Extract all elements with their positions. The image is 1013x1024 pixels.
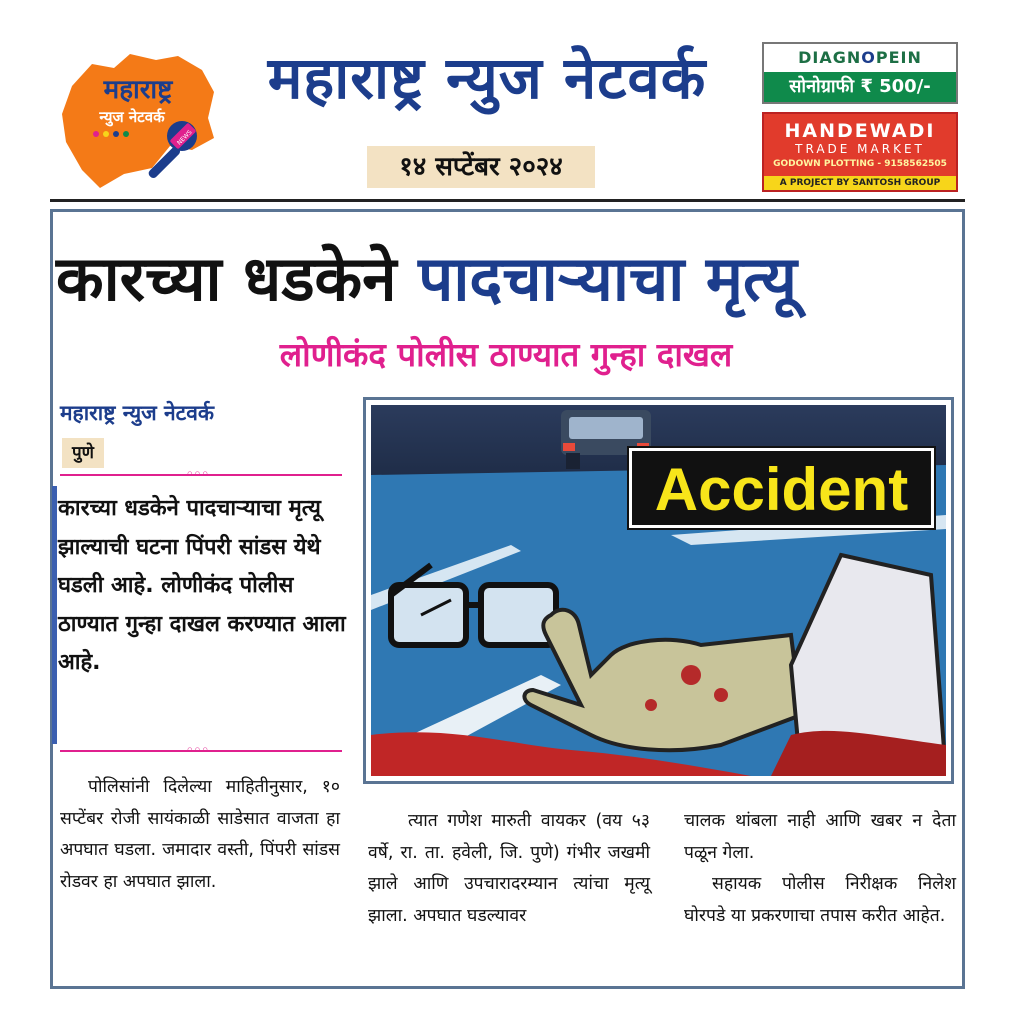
accident-label: Accident [629, 448, 934, 528]
diagnopein-brand: DIAGNOPEIN [798, 48, 922, 67]
headline-black: कारच्या धडकेने [56, 242, 397, 315]
logo-text-line1: महाराष्ट्र [103, 75, 173, 105]
article-column-3 [684, 806, 956, 932]
handewadi-name: HANDEWADI [784, 120, 936, 142]
dateline-city: पुणे [62, 438, 104, 468]
lead-accent-bar [52, 486, 57, 744]
article-lead: कारच्या धडकेने पादचाऱ्याचा मृत्यू झाल्याची घटना पिंपरी सांडस येथे घडली आहे. लोणीकंद पोलीस ठाण्यात गुन्हा दाखल करण्यात आला आहे. [58, 496, 346, 676]
handewadi-tagline: TRADE MARKET [795, 142, 925, 156]
article-column-3-para-2: सहायक पोलीस निरीक्षक निलेश घोरपडे या प्रकरणाचा तपास करीत आहेत. [684, 874, 956, 926]
divider-bottom [60, 750, 342, 752]
diagnopein-ad[interactable] [762, 42, 958, 104]
divider-top [60, 474, 342, 476]
article-headline [56, 234, 956, 324]
masthead-divider [50, 199, 965, 202]
article-column-1: पोलिसांनी दिलेल्या माहितीनुसार, १० सप्टेंबर रोजी सायंकाळी साडेसात वाजता हा अपघात घडला. जमादार वस्ती, पिंपरी सांडस रोडवर हा अपघात झाला. [60, 777, 340, 892]
article-byline: महाराष्ट्र न्युज नेटवर्क [60, 401, 215, 425]
logo-text-line2: न्युज नेटवर्क [99, 108, 165, 126]
handewadi-ad[interactable] [762, 112, 958, 192]
handewadi-plotting: GODOWN PLOTTING - 9158562505 [773, 159, 947, 169]
handewadi-project: A PROJECT BY SANTOSH GROUP [764, 176, 956, 190]
issue-date: १४ सप्टेंबर २०२४ [367, 146, 595, 188]
diagnopein-offer: सोनोग्राफी ₹ 500/- [764, 72, 956, 102]
headline-blue: पादचाऱ्याचा मृत्यू [418, 242, 797, 315]
article-column-2: त्यात गणेश मारुती वायकर (वय ५३ वर्षे, रा. ता. हवेली, जि. पुणे) गंभीर जखमी झाले आणि उपचारादरम्यान त्यांचा मृत्यू झाला. अपघात घडल्यावर [368, 811, 650, 926]
maharashtra-logo [52, 46, 222, 196]
svg-text:NEWS: NEWS [175, 128, 194, 147]
article-column-3-para-1: चालक थांबला नाही आणि खबर न देता पळून गेला. [684, 811, 956, 863]
article-subheadline: लोणीकंद पोलीस ठाण्यात गुन्हा दाखल [279, 335, 733, 374]
masthead-title: महाराष्ट्र न्युज नेटवर्क [267, 44, 707, 112]
